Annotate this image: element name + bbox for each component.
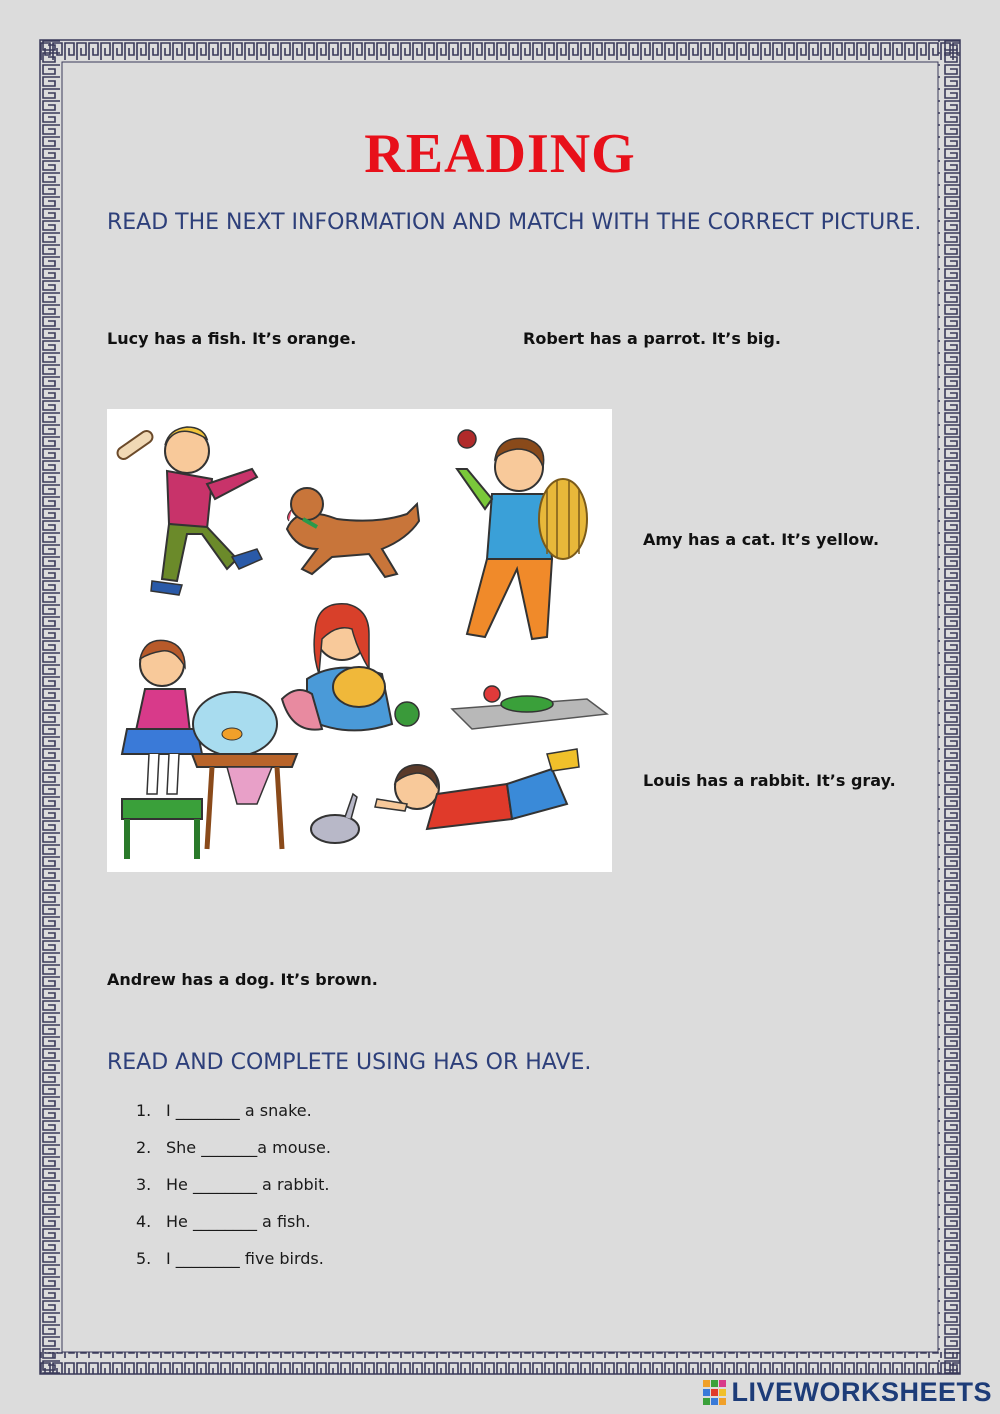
dog-icon	[287, 488, 419, 577]
section1-instruction: READ THE NEXT INFORMATION AND MATCH WITH THE CORRECT PICTURE.	[107, 210, 922, 235]
item-text[interactable]: I ________ a snake.	[166, 1101, 312, 1120]
item-number: 3.	[136, 1175, 152, 1194]
item-number: 4.	[136, 1212, 152, 1231]
sentence-amy: Amy has a cat. It’s yellow.	[643, 530, 880, 549]
item-number: 5.	[136, 1249, 152, 1268]
boy-with-parrot-cage-icon	[457, 430, 587, 639]
item-number: 2.	[136, 1138, 152, 1157]
item-text[interactable]: He ________ a rabbit.	[166, 1175, 330, 1194]
brand-name: LIVEWORKSHEETS	[731, 1377, 992, 1407]
section2-instruction: READ AND COMPLETE USING HAS OR HAVE.	[107, 1050, 592, 1075]
sentence-lucy: Lucy has a fish. It’s orange.	[107, 329, 357, 348]
boy-with-bone-icon	[115, 427, 262, 595]
item-text[interactable]: She _______a mouse.	[166, 1138, 331, 1157]
item-text[interactable]: He ________ a fish.	[166, 1212, 311, 1231]
sentence-louis: Louis has a rabbit. It’s gray.	[643, 771, 896, 790]
kids-pets-illustration	[107, 409, 612, 872]
pet-bowl-icon	[452, 686, 607, 729]
list-item	[136, 1133, 331, 1170]
exercise-list	[136, 1096, 331, 1281]
boy-with-rabbit-icon	[311, 749, 579, 843]
girl-with-fishbowl-icon	[122, 640, 297, 859]
page-title: READING	[364, 123, 636, 185]
list-item	[136, 1170, 331, 1207]
girl-with-cat-icon	[282, 604, 419, 731]
list-item	[136, 1207, 331, 1244]
item-text[interactable]: I ________ five birds.	[166, 1249, 324, 1268]
list-item	[136, 1096, 331, 1133]
sentence-andrew: Andrew has a dog. It’s brown.	[107, 970, 378, 989]
item-number: 1.	[136, 1101, 152, 1120]
sentence-robert: Robert has a parrot. It’s big.	[523, 329, 781, 348]
liveworksheets-logo[interactable]	[703, 1377, 992, 1408]
liveworksheets-icon	[703, 1380, 727, 1406]
list-item	[136, 1244, 331, 1281]
